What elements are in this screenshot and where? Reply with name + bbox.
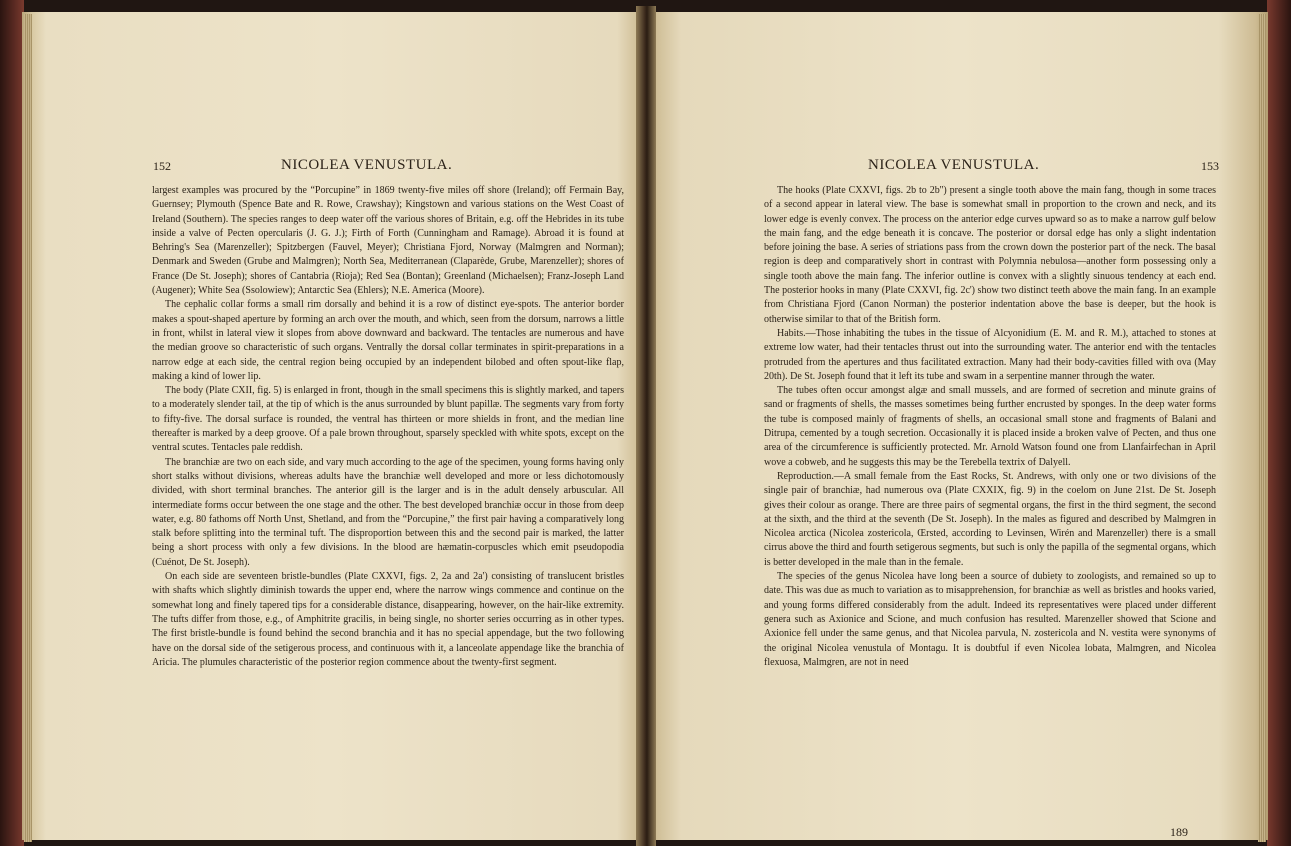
paragraph: The branchiæ are two on each side, and vary much according to the age of the specimen, young forms having only short stalks without divisions, whereas adults have the branchiæ well developed and more or less dichotomously divided, with short terminal branches. The anterior gill is the larger and is in the adult densely arbuscular. All intermediate forms occur between the one stage and the other. The best developed branchiæ occur in those from deep water, e.g. 80 fathoms off North Unst, Shetland, and from the “Porcupine,” the first pair having a comparatively long stalk before splitting into the terminal tuft. The disproportion between this and the second pair is marked, the latter being a short process with only a few divisions. In the blood are hæmatin-corpuscles which emit pseudopodia (Cuénot, De St. Joseph). xyxy=(152,456,624,568)
paragraph: Habits.—Those inhabiting the tubes in the tissue of Alcyonidium (E. M. and R. M.), attached to stones at extreme low water, had their tentacles thrust out into the surrounding water. The anterior end with the tentacles protruded from the apertures and thus facilitated extraction. Many had their body-cavities filled with ova (May 20th). De St. Joseph found that it left its tube and swam in a serpentine manner through the water. xyxy=(764,327,1216,382)
left-running-head: NICOLEA VENUSTULA. xyxy=(281,157,453,173)
paragraph: The hooks (Plate CXXVI, figs. 2b to 2b'') present a single tooth above the main fang, though in some traces of a second appear in lateral view. The base is somewhat small in proportion to the crown and neck, and its lower edge is evenly convex. The process on the anterior edge curves upward so as to make a narrow gulf below the main fang, and the edge beneath it is concave. The posterior or dorsal edge has only a slight indentation before joining the base. A series of striations pass from the crown down the posterior part of the neck. The basal region is deep and comparatively short in contrast with Polymnia nebulosa—another form possessing only a single tooth above the main fang. The inferior outline is convex with a slightly sinuous tendency at each end. The posterior hooks in many (Plate CXXVI, fig. 2c') show two distinct teeth above the main fang. In an example from Christiana Fjord (Canon Norman) the posterior indentation above the base is deeper, but the hook is otherwise similar to that of the British form. xyxy=(764,185,1216,325)
paragraph: The species of the genus Nicolea have long been a source of dubiety to zoologists, and remained so up to date. This was due as much to variation as to misapprehension, for branchiæ as well as bristles and hooks varied, and young forms differed considerably from the adult. Indeed its representatives were placed under different genera such as Axionice and Scione, and much confusion has resulted. Marenzeller showed that Scione and Axionice fell under the same genus, and that Nicolea parvula, N. zostericola and N. vestita were synonyms of the original Nicolea venustula of Montagu. It is doubtful if even Nicolea lobata, Malmgren, and Nicolea flexuosa, Malmgren, are not in need xyxy=(764,571,1216,668)
left-page-number: 152 xyxy=(153,159,171,173)
paragraph: Reproduction.—A small female from the East Rocks, St. Andrews, with only one or two divisions of the single pair of branchiæ, had numerous ova (Plate CXXIX, fig. 9) in the coelom on June 21st. De St. Joseph gives their colour as orange. There are three pairs of segmental organs, the first in the third segment, the second at the sixth, and the third at the seventh (De St. Joseph). In the males as figured and described by Malmgren in Nicolea arctica (Nicolea zostericola, Œrsted, according to Levinsen, Wirén and Marenzeller) there is a small cirrus above the third and fourth setigerous segments, but such is only the papilla of the segmental organs, which is better developed in the male than in the female. xyxy=(764,470,1216,568)
left-page xyxy=(22,12,642,840)
book-cover-right xyxy=(1267,0,1291,846)
book-gutter xyxy=(636,6,656,846)
paragraph: The body (Plate CXII, fig. 5) is enlarged in front, though in the small specimens this is slightly marked, and tapers to a moderately slender tail, at the tip of which is the anus surrounded by blunt papillæ. The segments vary from forty to fifty-five. The dorsal surface is rounded, the ventral has thirteen or more shields in front, and the median line thereafter is marked by a deep groove. Of a pale brown throughout, sparsely speckled with white spots, except on the ventral scutes. Tentacles pale reddish. xyxy=(152,385,624,454)
book-cover-left xyxy=(0,0,24,846)
paragraph: The cephalic collar forms a small rim dorsally and behind it is a row of distinct eye-spots. The anterior border makes a spout-shaped aperture by forming an arch over the mouth, and which, seen from the dorsum, narrows a little in front, whilst in lateral view it slopes from above downward and backward. The tentacles are numerous and have the median groove so characteristic of such organs. Ventrally the dorsal collar terminates in spirit-preparations in a narrow edge at each side, the central region being occupied by an independent bilobed and often spout-like flap, making a kind of lower lip. xyxy=(152,299,624,382)
page-edges-left xyxy=(24,14,32,842)
page-edges-right xyxy=(1258,14,1266,842)
right-body-text xyxy=(764,184,1216,670)
right-page xyxy=(650,12,1268,840)
right-page-number: 153 xyxy=(1201,159,1219,173)
right-running-head: NICOLEA VENUSTULA. xyxy=(868,157,1040,173)
left-body-text xyxy=(152,184,624,670)
paragraph: The tubes often occur amongst algæ and small mussels, and are formed of secretion and minute grains of sand or fragments of shells, the masses sometimes being further encrusted by sponges. In the deep water forms the tube is composed mainly of fragments of shells, an occasional small stone and fragments of Balani and Ditrupa, cemented by a tough secretion. Occasionally it is placed inside a broken valve of Pecten, and thus one area of the circumference is sufficiently protected. Mr. Arnold Watson found one from Llanfairfechan in April wove a cobweb, and he suggests this may be the Terebella textrix of Dalyell. xyxy=(764,385,1216,468)
paragraph: largest examples was procured by the “Porcupine” in 1869 twenty-five miles off shore (Ireland); off Fermain Bay, Guernsey; Plymouth (Spence Bate and R. Rowe, Crawshay); Kingstown and various stations on the West Coast of Ireland (Southern). The species ranges to deep water off the various shores of Britain, e.g. off the Hebrides in its tube inside a valve of Pecten opercularis (J. G. J.); Firth of Forth (Cunningham and Ramage). Abroad it is found at Behring's Sea (Marenzeller); Spitzbergen (Fauvel, Meyer); Christiana Fjord, Norway (Malmgren and Norman); Denmark and Sweden (Grube and Malmgren); North Sea, Mediterranean (Claparède, Grube, Marenzeller); shores of France (De St. Joseph); shores of Cantabria (Rioja); Red Sea (Bontan); Greenland (Michaelsen); Franz-Joseph Land (Augener); White Sea (Ssolowiew); Antarctic Sea (Ehlers); N.E. America (Moore). xyxy=(152,185,624,297)
paragraph: On each side are seventeen bristle-bundles (Plate CXXVI, figs. 2, 2a and 2a') consisting of translucent bristles with shafts which slightly diminish towards the upper end, where the narrow wings commence and continue on the somewhat long and finely tapered tips for a considerable distance, disappearing, however, on the hair-like extremity. The tufts differ from those, e.g., of Amphitrite gracilis, in being single, no shorter series occurring as in other types. The first bristle-bundle is found behind the second branchia and it has no special appendage, but the two following have on the dorsal side of the setigerous process, and continuous with it, a lanceolate appendage like the branchia of Aricia. The plumules characteristic of the posterior region commence about the twenty-first segment. xyxy=(152,571,624,668)
signature-mark: 189 xyxy=(1170,825,1188,839)
